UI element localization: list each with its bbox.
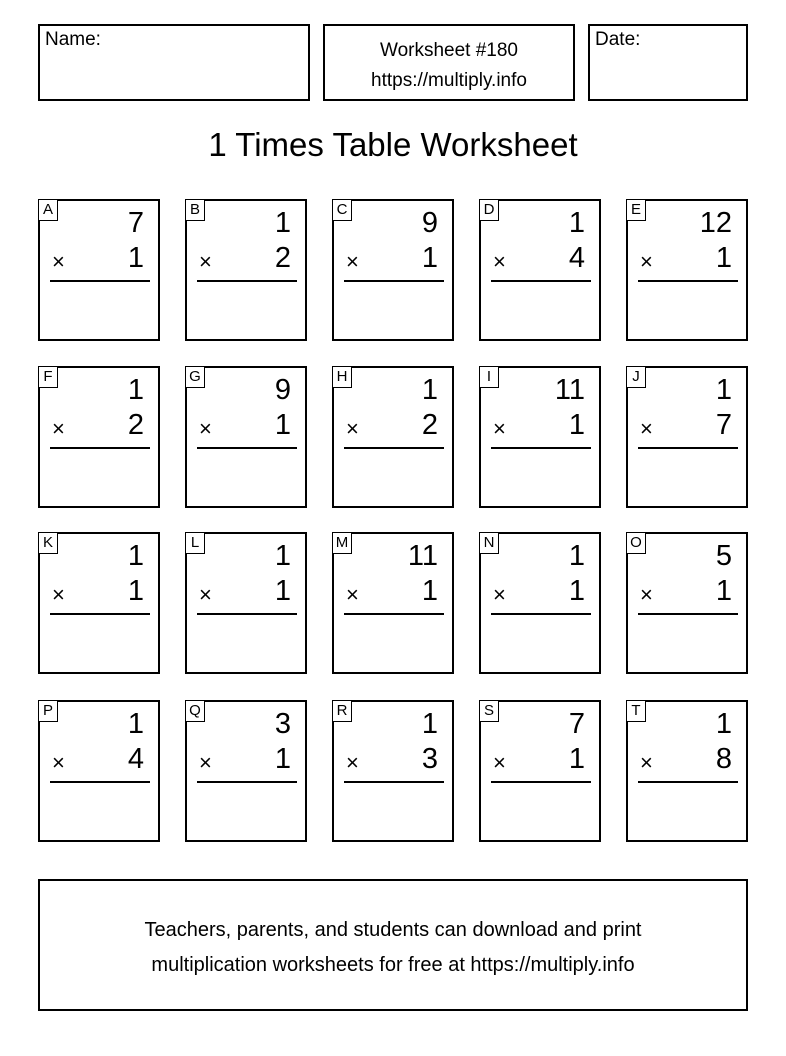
multiplicand: 1: [568, 540, 585, 572]
multiplier: 4: [568, 242, 585, 274]
multiplier: 1: [715, 575, 732, 607]
answer-line: [344, 280, 444, 282]
times-icon: ×: [346, 582, 359, 607]
times-icon: ×: [346, 416, 359, 441]
problem-card[interactable]: [185, 700, 307, 842]
answer-line: [638, 447, 738, 449]
multiplier: 4: [127, 743, 144, 775]
answer-line: [491, 781, 591, 783]
answer-line: [50, 613, 150, 615]
answer-line: [197, 613, 297, 615]
times-icon: ×: [52, 750, 65, 775]
multiplier: 1: [421, 575, 438, 607]
times-icon: ×: [199, 582, 212, 607]
multiplicand: 12: [699, 207, 732, 239]
problem-letter: T: [626, 700, 646, 722]
multiplicand: 1: [127, 540, 144, 572]
name-label: Name:: [45, 29, 101, 50]
problem-card[interactable]: [185, 532, 307, 674]
worksheet-url: https://multiply.info: [371, 70, 527, 91]
multiplicand: 1: [715, 374, 732, 406]
times-icon: ×: [640, 249, 653, 274]
times-icon: ×: [52, 582, 65, 607]
worksheet-number: Worksheet #180: [379, 40, 518, 61]
multiplicand: 1: [421, 708, 438, 740]
multiplicand: 9: [421, 207, 438, 239]
date-label: Date:: [595, 29, 641, 50]
problem-card[interactable]: [626, 366, 748, 508]
multiplicand: 1: [127, 374, 144, 406]
multiplicand: 1: [715, 708, 732, 740]
problem-card[interactable]: [38, 199, 160, 341]
footer-line-1: Teachers, parents, and students can download and print: [144, 919, 642, 941]
multiplicand: 5: [715, 540, 732, 572]
problem-card[interactable]: [185, 366, 307, 508]
problem-card[interactable]: [479, 532, 601, 674]
answer-line: [50, 280, 150, 282]
times-icon: ×: [52, 416, 65, 441]
times-icon: ×: [199, 249, 212, 274]
answer-line: [344, 781, 444, 783]
multiplier: 7: [715, 409, 732, 441]
multiplier: 1: [127, 575, 144, 607]
times-icon: ×: [346, 750, 359, 775]
problem-card[interactable]: [38, 700, 160, 842]
answer-line: [491, 280, 591, 282]
problem-letter: F: [38, 366, 58, 388]
problem-card[interactable]: [479, 366, 601, 508]
answer-line: [344, 447, 444, 449]
answer-line: [50, 781, 150, 783]
problem-card[interactable]: [626, 532, 748, 674]
multiplicand: 1: [568, 207, 585, 239]
times-icon: ×: [493, 750, 506, 775]
multiplier: 1: [568, 409, 585, 441]
multiplicand: 9: [274, 374, 291, 406]
problem-card[interactable]: [479, 700, 601, 842]
problem-letter: G: [185, 366, 205, 388]
times-icon: ×: [640, 582, 653, 607]
multiplier: 2: [127, 409, 144, 441]
problem-letter: A: [38, 199, 58, 221]
multiplicand: 1: [127, 708, 144, 740]
problem-letter: H: [332, 366, 352, 388]
multiplier: 1: [274, 575, 291, 607]
answer-line: [344, 613, 444, 615]
multiplicand: 1: [274, 207, 291, 239]
times-icon: ×: [346, 249, 359, 274]
answer-line: [197, 781, 297, 783]
problem-card[interactable]: [332, 700, 454, 842]
footer-box: [38, 879, 748, 1011]
multiplicand: 7: [568, 708, 585, 740]
answer-line: [50, 447, 150, 449]
multiplier: 1: [274, 409, 291, 441]
problem-letter: J: [626, 366, 646, 388]
problem-letter: K: [38, 532, 58, 554]
answer-line: [197, 280, 297, 282]
problem-card[interactable]: [332, 199, 454, 341]
multiplier: 3: [421, 743, 438, 775]
problem-card[interactable]: [38, 532, 160, 674]
multiplier: 2: [421, 409, 438, 441]
page-title: 1 Times Table Worksheet: [208, 126, 578, 163]
multiplicand: 3: [274, 708, 291, 740]
multiplier: 1: [127, 242, 144, 274]
multiplier: 1: [274, 743, 291, 775]
problem-letter: C: [332, 199, 352, 221]
problem-card[interactable]: [38, 366, 160, 508]
multiplier: 8: [715, 743, 732, 775]
answer-line: [197, 447, 297, 449]
problem-letter: E: [626, 199, 646, 221]
problem-card[interactable]: [626, 700, 748, 842]
problem-letter: S: [479, 700, 499, 722]
multiplier: 2: [274, 242, 291, 274]
answer-line: [491, 613, 591, 615]
multiplier: 1: [715, 242, 732, 274]
problem-letter: D: [479, 199, 499, 221]
multiplicand: 1: [274, 540, 291, 572]
worksheet-info-box: [323, 24, 575, 101]
multiplicand: 11: [407, 540, 438, 572]
problem-letter: M: [332, 532, 352, 554]
multiplier: 1: [421, 242, 438, 274]
problem-letter: P: [38, 700, 58, 722]
times-icon: ×: [493, 249, 506, 274]
multiplicand: 7: [127, 207, 144, 239]
multiplier: 1: [568, 575, 585, 607]
problem-card[interactable]: [332, 532, 454, 674]
answer-line: [638, 280, 738, 282]
problem-letter: L: [185, 532, 205, 554]
multiplicand: 1: [421, 374, 438, 406]
times-icon: ×: [493, 582, 506, 607]
problem-card[interactable]: [332, 366, 454, 508]
problem-letter: I: [479, 366, 499, 388]
times-icon: ×: [640, 750, 653, 775]
times-icon: ×: [493, 416, 506, 441]
problem-card[interactable]: [626, 199, 748, 341]
problem-letter: B: [185, 199, 205, 221]
answer-line: [491, 447, 591, 449]
answer-line: [638, 613, 738, 615]
answer-line: [638, 781, 738, 783]
problem-card[interactable]: [185, 199, 307, 341]
times-icon: ×: [640, 416, 653, 441]
problem-letter: N: [479, 532, 499, 554]
date-field-box[interactable]: [588, 24, 748, 101]
footer-line-2: multiplication worksheets for free at https://multiply.info: [151, 954, 635, 976]
problem-letter: Q: [185, 700, 205, 722]
problem-letter: R: [332, 700, 352, 722]
times-icon: ×: [52, 249, 65, 274]
multiplicand: 11: [554, 374, 585, 406]
problem-letter: O: [626, 532, 646, 554]
times-icon: ×: [199, 750, 212, 775]
name-field-box[interactable]: [38, 24, 310, 101]
multiplier: 1: [568, 743, 585, 775]
problem-card[interactable]: [479, 199, 601, 341]
times-icon: ×: [199, 416, 212, 441]
